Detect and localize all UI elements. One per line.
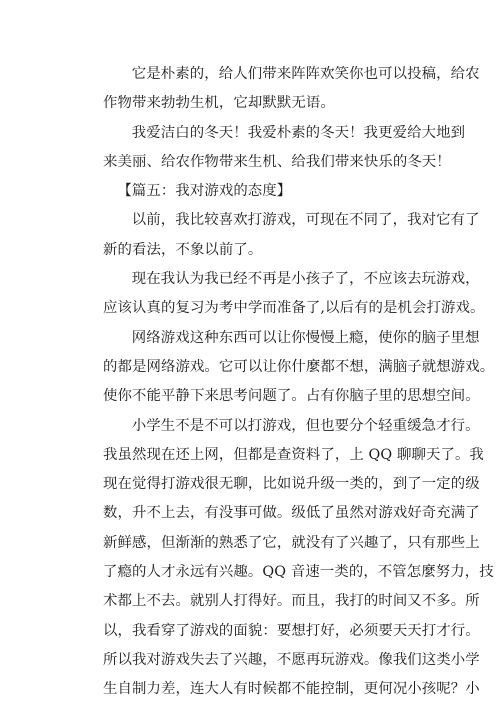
section-heading: 【篇五：我对游戏的态度】 bbox=[117, 183, 292, 200]
paragraph-line: 的都是网络游戏。它可以让你什麼都不想，满脑子就想游戏。 bbox=[103, 358, 495, 375]
paragraph-line: 使你不能平静下来思考问题了。占有你脑子里的思想空间。 bbox=[103, 388, 480, 405]
paragraph-line: 新的看法，不象以前了。 bbox=[103, 241, 263, 258]
document-body bbox=[103, 60, 495, 705]
paragraph-line: 来美丽、给农作物带来生机、给我们带来快乐的冬天！ bbox=[103, 153, 451, 170]
paragraph-line: 作物带来勃勃生机，它却默默无语。 bbox=[103, 95, 335, 112]
paragraph-line: 我爱洁白的冬天！我爱朴素的冬天！我更爱给大地到 bbox=[131, 124, 466, 141]
paragraph-line: 网络游戏这种东西可以让你慢慢上瘾，使你的脑子里想 bbox=[131, 329, 480, 346]
paragraph-line: 以前，我比较喜欢打游戏，可现在不同了，我对它有了 bbox=[131, 212, 480, 229]
paragraph-line: 数，升不上去，有没事可做。级低了虽然对游戏好奇充满了 bbox=[103, 505, 480, 522]
paragraph-line: 现在我认为我已经不再是小孩子了，不应该去玩游戏， bbox=[131, 271, 480, 288]
paragraph-line: 应该认真的复习为考中学而准备了,以后有的是机会打游戏。 bbox=[103, 300, 485, 317]
paragraph-line: 我虽然现在还上网，但都是查资料了，上 QQ 聊聊天了。我 bbox=[103, 446, 484, 463]
paragraph-line: 以，我看穿了游戏的面貌：要想打好，必须要天天打才行。 bbox=[103, 622, 480, 639]
paragraph-line: 术都上不去。就别人打得好。而且，我打的时间又不多。所 bbox=[103, 593, 480, 610]
paragraph-line: 它是朴素的，给人们带来阵阵欢笑你也可以投稿，给农 bbox=[131, 66, 480, 82]
paragraph-line: 所以我对游戏失去了兴趣，不愿再玩游戏。像我们这类小学 bbox=[103, 651, 480, 668]
paragraph-line: 新鲜感，但渐渐的熟悉了它，就没有了兴趣了，只有那些上 bbox=[103, 534, 480, 551]
paragraph-line: 现在觉得打游戏很无聊，比如说升级一类的，到了一定的级 bbox=[103, 476, 480, 493]
paragraph-line: 生自制力差，连大人有时候都不能控制，更何况小孩呢？小 bbox=[103, 681, 480, 698]
paragraph-line: 小学生不是不可以打游戏，但也要分个轻重缓急才行。 bbox=[131, 417, 480, 434]
paragraph-line: 了瘾的人才永远有兴趣。QQ 音速一类的，不管怎麼努力，技 bbox=[103, 564, 494, 581]
